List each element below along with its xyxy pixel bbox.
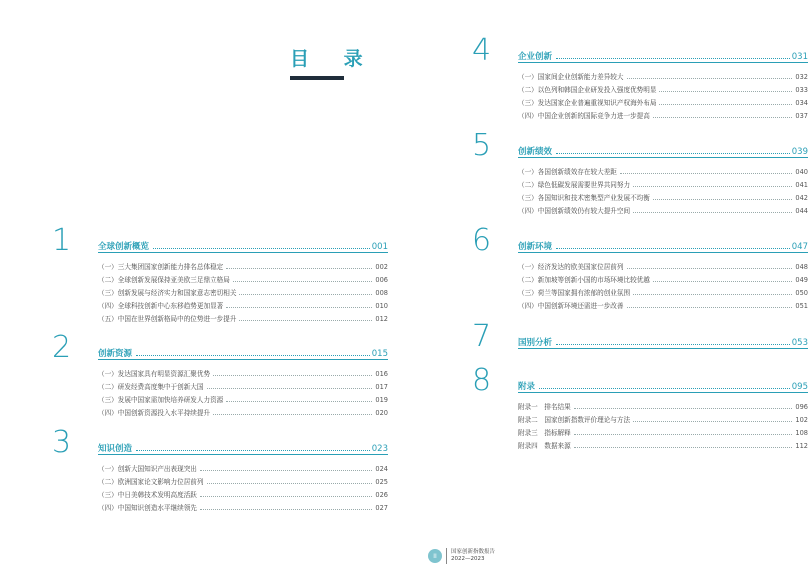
footer-report-title: 国家创新指数报告 [451, 549, 496, 555]
toc-entry[interactable] [98, 486, 388, 499]
section-number: 6 [472, 223, 492, 258]
section-number: 3 [52, 425, 72, 460]
toc-entry[interactable] [98, 499, 388, 512]
entry-page-number: 042 [795, 194, 808, 202]
leader-dots [556, 58, 790, 59]
leader-dots [627, 268, 793, 269]
leader-dots [226, 268, 372, 269]
entry-title: （二）新加坡等创新小国的市场环境比较优越 [518, 276, 650, 284]
leader-dots [574, 408, 793, 409]
toc-entry[interactable] [518, 176, 808, 189]
leader-dots [213, 414, 372, 415]
entry-title: （三）中日美韩技术发明高度活跃 [98, 491, 197, 499]
leader-dots [200, 470, 373, 471]
leader-dots [213, 375, 372, 376]
leader-dots [653, 281, 793, 282]
leader-dots [633, 186, 792, 187]
toc-entry[interactable] [98, 391, 388, 404]
entry-page-number: 027 [375, 504, 388, 512]
entry-page-number: 019 [375, 396, 388, 404]
entry-title: （五）中国在世界创新格局中的位势进一步提升 [98, 315, 237, 323]
entry-page-number: 024 [375, 465, 388, 473]
entry-page-number: 016 [375, 370, 388, 378]
leader-dots [136, 450, 370, 451]
page-title: 目 录 [290, 48, 377, 70]
section-items [518, 258, 808, 310]
section-number: 4 [472, 33, 492, 68]
section-number: 7 [472, 319, 492, 354]
section-heading[interactable] [518, 238, 808, 253]
section-items [98, 460, 388, 512]
leader-dots [233, 281, 373, 282]
entry-title: （四）中国知识创造水平继续领先 [98, 504, 197, 512]
entry-page-number: 006 [375, 276, 388, 284]
footer-report-year: 2022—2023 [451, 556, 485, 562]
entry-page-number: 008 [375, 289, 388, 297]
section-heading[interactable] [518, 48, 808, 63]
toc-section [472, 363, 808, 450]
page-footer [428, 548, 495, 564]
leader-dots [633, 212, 792, 213]
section-number: 5 [472, 128, 492, 163]
leader-dots [659, 104, 792, 105]
entry-page-number: 048 [795, 263, 808, 271]
toc-entry[interactable] [98, 258, 388, 271]
section-page-number: 053 [791, 338, 808, 348]
section-heading[interactable] [98, 440, 388, 455]
entry-title: （一）三大集团国家创新能力排名总体稳定 [98, 263, 224, 271]
toc-entry[interactable] [518, 271, 808, 284]
leader-dots [207, 483, 373, 484]
toc-entry[interactable] [518, 284, 808, 297]
toc-section [52, 425, 388, 512]
entry-title: （一）各国创新绩效存在较大差距 [518, 168, 617, 176]
entry-page-number: 034 [795, 99, 808, 107]
leader-dots [539, 388, 790, 389]
section-title: 全球创新概览 [98, 242, 150, 252]
entry-page-number: 002 [375, 263, 388, 271]
entry-title: 附录四 数据来源 [518, 442, 571, 450]
entry-title: （一）发达国家具有明显资源汇聚优势 [98, 370, 211, 378]
entry-title: 附录一 排名结果 [518, 403, 571, 411]
toc-entry[interactable] [518, 424, 808, 437]
entry-page-number: 020 [375, 409, 388, 417]
entry-page-number: 037 [795, 112, 808, 120]
leader-dots [633, 421, 792, 422]
section-page-number: 015 [371, 349, 388, 359]
toc-section [472, 33, 808, 120]
section-title: 创新资源 [98, 349, 133, 359]
leader-dots [633, 294, 792, 295]
leader-dots [653, 117, 793, 118]
toc-entry[interactable] [98, 460, 388, 473]
toc-entry[interactable] [518, 297, 808, 310]
section-items [518, 68, 808, 120]
toc-entry[interactable] [518, 81, 808, 94]
entry-page-number: 044 [795, 207, 808, 215]
section-heading[interactable] [98, 345, 388, 360]
leader-dots [659, 91, 792, 92]
entry-page-number: 026 [375, 491, 388, 499]
entry-title: （四）中国创新环境还需进一步改善 [518, 302, 624, 310]
entry-title: （三）发展中国家需加快培养研发人力资源 [98, 396, 224, 404]
toc-section [52, 223, 388, 323]
section-heading[interactable] [98, 238, 388, 253]
entry-page-number: 051 [795, 302, 808, 310]
section-items [518, 398, 808, 450]
toc-entry[interactable] [518, 107, 808, 120]
entry-title: （三）创新发展与经济实力和国家意志密切相关 [98, 289, 237, 297]
section-page-number: 001 [371, 242, 388, 252]
toc-entry[interactable] [518, 398, 808, 411]
section-items [98, 365, 388, 417]
entry-page-number: 032 [795, 73, 808, 81]
section-items [518, 163, 808, 215]
entry-title: （二）以色列和韩国企业研发投入强度优势明显 [518, 86, 657, 94]
entry-page-number: 102 [795, 416, 808, 424]
leader-dots [239, 294, 372, 295]
leader-dots [627, 78, 793, 79]
entry-title: （二）全球创新发展保持亚美欧三足鼎立格局 [98, 276, 230, 284]
toc-entry[interactable] [518, 202, 808, 215]
section-page-number: 031 [791, 52, 808, 62]
entry-page-number: 025 [375, 478, 388, 486]
entry-title: （四）中国创新绩效仍有较大提升空间 [518, 207, 631, 215]
section-heading[interactable] [518, 378, 808, 393]
toc-entry[interactable] [98, 271, 388, 284]
toc-section [472, 319, 808, 354]
entry-title: 附录三 指标解释 [518, 429, 571, 437]
entry-title: （二）绿色低碳发展需要世界共同努力 [518, 181, 631, 189]
section-number: 8 [472, 363, 492, 398]
entry-title: （三）发达国家企业普遍重视知识产权海外布局 [518, 99, 657, 107]
entry-page-number: 050 [795, 289, 808, 297]
toc-entry[interactable] [518, 163, 808, 176]
toc-entry[interactable] [98, 473, 388, 486]
section-title: 附录 [518, 382, 536, 392]
entry-title: （四）全球科技创新中心东移趋势更加显著 [98, 302, 224, 310]
toc-entry[interactable] [98, 297, 388, 310]
toc-section [52, 330, 388, 417]
entry-title: （四）中国创新资源投入水平持续提升 [98, 409, 211, 417]
entry-title: （三）各国知识和技术密集型产业发展不均衡 [518, 194, 650, 202]
leader-dots [136, 355, 370, 356]
entry-page-number: 096 [795, 403, 808, 411]
section-title: 企业创新 [518, 52, 553, 62]
entry-page-number: 033 [795, 86, 808, 94]
section-title: 国别分析 [518, 338, 553, 348]
leader-dots [574, 447, 793, 448]
entry-page-number: 017 [375, 383, 388, 391]
section-number: 1 [52, 223, 72, 258]
toc-entry[interactable] [98, 365, 388, 378]
leader-dots [556, 153, 790, 154]
toc-entry[interactable] [518, 68, 808, 81]
toc-entry[interactable] [98, 404, 388, 417]
section-number: 2 [52, 330, 72, 365]
leader-dots [556, 248, 790, 249]
toc-entry[interactable] [518, 411, 808, 424]
toc-entry[interactable] [518, 437, 808, 450]
entry-page-number: 010 [375, 302, 388, 310]
leader-dots [200, 509, 373, 510]
leader-dots [627, 307, 793, 308]
entry-title: （三）荷兰等国家拥有浓郁的创业氛围 [518, 289, 631, 297]
section-page-number: 095 [791, 382, 808, 392]
leader-dots [226, 401, 372, 402]
toc-section [472, 223, 808, 310]
entry-page-number: 112 [795, 442, 808, 450]
toc-entry[interactable] [98, 284, 388, 297]
section-items [98, 258, 388, 323]
toc-entry[interactable] [98, 310, 388, 323]
entry-title: （四）中国企业创新的国际竞争力进一步提高 [518, 112, 650, 120]
entry-page-number: 049 [795, 276, 808, 284]
section-title: 知识创造 [98, 444, 133, 454]
toc-section [472, 128, 808, 215]
leader-dots [200, 496, 373, 497]
entry-title: （一）经济发达的欧美国家位居前列 [518, 263, 624, 271]
entry-title: （一）国家间企业创新能力差异较大 [518, 73, 624, 81]
section-page-number: 023 [371, 444, 388, 454]
leader-dots [574, 434, 793, 435]
leader-dots [239, 320, 372, 321]
entry-page-number: 040 [795, 168, 808, 176]
toc-entry[interactable] [518, 189, 808, 202]
entry-title: （一）创新大国知识产出表现突出 [98, 465, 197, 473]
leader-dots [653, 199, 793, 200]
section-title: 创新绩效 [518, 147, 553, 157]
title-underline [290, 76, 344, 80]
section-page-number: 039 [791, 147, 808, 157]
leader-dots [153, 248, 370, 249]
leader-dots [620, 173, 793, 174]
entry-page-number: 041 [795, 181, 808, 189]
section-heading[interactable] [518, 334, 808, 349]
toc-entry[interactable] [518, 94, 808, 107]
entry-page-number: 108 [795, 429, 808, 437]
entry-title: （二）欧洲国家论文影响力位居前列 [98, 478, 204, 486]
toc-entry[interactable] [98, 378, 388, 391]
page-number-badge: II [428, 549, 442, 563]
entry-title: 附录二 国家创新指数评价理论与方法 [518, 416, 631, 424]
toc-entry[interactable] [518, 258, 808, 271]
section-page-number: 047 [791, 242, 808, 252]
leader-dots [207, 388, 373, 389]
entry-page-number: 012 [375, 315, 388, 323]
section-title: 创新环境 [518, 242, 553, 252]
footer-divider [446, 548, 447, 564]
footer-caption [451, 549, 495, 563]
section-heading[interactable] [518, 143, 808, 158]
leader-dots [556, 344, 790, 345]
leader-dots [226, 307, 372, 308]
entry-title: （二）研发经费高度集中于创新大国 [98, 383, 204, 391]
